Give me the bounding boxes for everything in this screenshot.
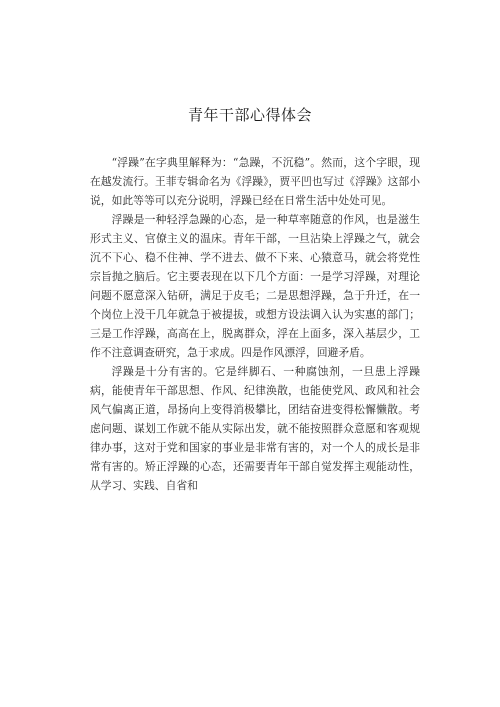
paragraph: 浮躁是十分有害的。它是绊脚石、一种腐蚀剂，一旦患上浮躁病，能使青年干部思想、作风、纪律涣散，也能使党风、政风和社会风气偏离正道，昂扬向上变得消极攀比，团结奋进变得松懈懒散。考虑问题、谋划工作就不能从实际出发，就不能按照群众意愿和客观规律办事，这对于党和国家的事业是非常有害的，对一个人的成长是非常有害的。矫正浮躁的心态，还需要青年干部自觉发挥主观能动性，从学习、实践、自省和 [90, 365, 420, 492]
document-title: 青年干部心得体会 [187, 106, 312, 124]
document-body [90, 153, 420, 495]
paragraph: 浮躁是一种轻浮急躁的心态，是一种草率随意的作风，也是滋生形式主义、官僚主义的温床。青年干部，一旦沾染上浮躁之气，就会沉不下心、稳不住神、学不进去、做不下来、心猿意马，就会将党性宗旨抛之脑后。它主要表现在以下几个方面：一是学习浮躁，对理论问题不愿意深入钻研，满足于皮毛；二是思想浮躁，急于升迁，在一个岗位上没干几年就急于被提拔，或想方设法调入认为实惠的部门；三是工作浮躁，高高在上，脱离群众，浮在上面多，深入基层少，工作不注意调查研究，急于求成。四是作风漂浮，回避矛盾。 [90, 213, 420, 359]
paragraph: “浮躁”在字典里解释为：“急躁，不沉稳”。然而，这个字眼，现在越发流行。王菲专辑命名为《浮躁》，贾平凹也写过《浮躁》这部小说，如此等等可以充分说明，浮躁已经在日常生活中处处可见。 [90, 156, 420, 207]
